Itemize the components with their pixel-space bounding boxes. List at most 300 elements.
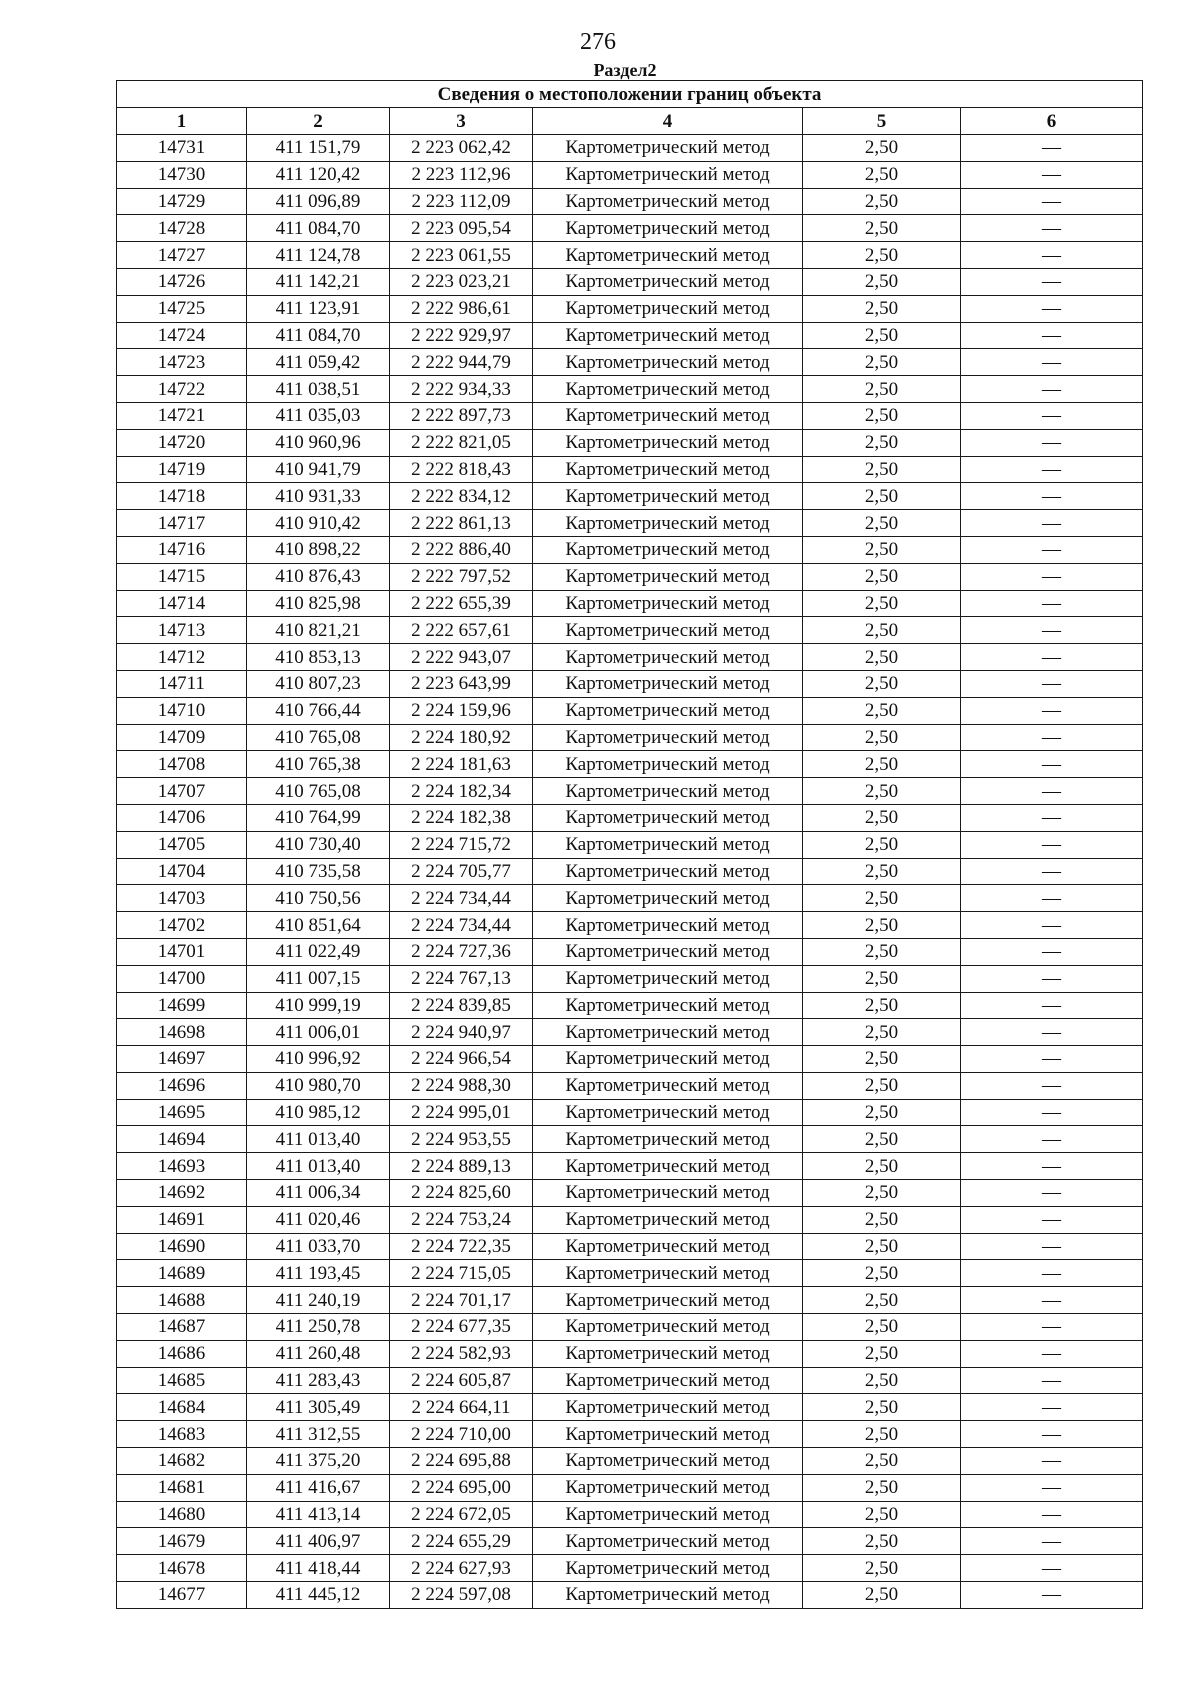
table-row: [117, 1180, 1143, 1207]
accuracy-cell: 2,50: [803, 376, 961, 403]
table-row: [117, 429, 1143, 456]
description-cell: —: [961, 1340, 1143, 1367]
x-coordinate-cell: 411 013,40: [247, 1153, 390, 1180]
description-cell: —: [961, 188, 1143, 215]
table-row: [117, 295, 1143, 322]
point-number-cell: 14679: [117, 1528, 247, 1555]
point-number-cell: 14725: [117, 295, 247, 322]
accuracy-cell: 2,50: [803, 1421, 961, 1448]
column-header-2: 2: [247, 108, 390, 135]
point-number-cell: 14731: [117, 135, 247, 162]
description-cell: —: [961, 376, 1143, 403]
method-cell: Картометрический метод: [533, 1233, 803, 1260]
method-cell: Картометрический метод: [533, 751, 803, 778]
accuracy-cell: 2,50: [803, 349, 961, 376]
accuracy-cell: 2,50: [803, 697, 961, 724]
accuracy-cell: 2,50: [803, 1367, 961, 1394]
method-cell: Картометрический метод: [533, 1287, 803, 1314]
table-row: [117, 751, 1143, 778]
y-coordinate-cell: 2 224 582,93: [390, 1340, 533, 1367]
y-coordinate-cell: 2 224 182,38: [390, 804, 533, 831]
method-cell: Картометрический метод: [533, 349, 803, 376]
x-coordinate-cell: 410 764,99: [247, 804, 390, 831]
point-number-cell: 14694: [117, 1126, 247, 1153]
method-cell: Картометрический метод: [533, 1314, 803, 1341]
description-cell: —: [961, 322, 1143, 349]
accuracy-cell: 2,50: [803, 483, 961, 510]
accuracy-cell: 2,50: [803, 1501, 961, 1528]
table-title-row: [117, 81, 1143, 108]
x-coordinate-cell: 411 013,40: [247, 1126, 390, 1153]
accuracy-cell: 2,50: [803, 965, 961, 992]
point-number-cell: 14730: [117, 161, 247, 188]
point-number-cell: 14715: [117, 563, 247, 590]
x-coordinate-cell: 411 007,15: [247, 965, 390, 992]
x-coordinate-cell: 410 821,21: [247, 617, 390, 644]
method-cell: Картометрический метод: [533, 456, 803, 483]
y-coordinate-cell: 2 223 061,55: [390, 242, 533, 269]
x-coordinate-cell: 410 750,56: [247, 885, 390, 912]
table-row: [117, 697, 1143, 724]
y-coordinate-cell: 2 222 886,40: [390, 536, 533, 563]
description-cell: —: [961, 483, 1143, 510]
method-cell: Картометрический метод: [533, 1474, 803, 1501]
point-number-cell: 14698: [117, 1019, 247, 1046]
point-number-cell: 14703: [117, 885, 247, 912]
accuracy-cell: 2,50: [803, 563, 961, 590]
method-cell: Картометрический метод: [533, 1046, 803, 1073]
point-number-cell: 14697: [117, 1046, 247, 1073]
point-number-cell: 14724: [117, 322, 247, 349]
point-number-cell: 14709: [117, 724, 247, 751]
x-coordinate-cell: 411 151,79: [247, 135, 390, 162]
accuracy-cell: 2,50: [803, 1046, 961, 1073]
description-cell: —: [961, 1126, 1143, 1153]
method-cell: Картометрический метод: [533, 215, 803, 242]
point-number-cell: 14693: [117, 1153, 247, 1180]
method-cell: Картометрический метод: [533, 188, 803, 215]
accuracy-cell: 2,50: [803, 1474, 961, 1501]
method-cell: Картометрический метод: [533, 1019, 803, 1046]
accuracy-cell: 2,50: [803, 1448, 961, 1475]
table-row: [117, 831, 1143, 858]
method-cell: Картометрический метод: [533, 644, 803, 671]
point-number-cell: 14688: [117, 1287, 247, 1314]
y-coordinate-cell: 2 224 727,36: [390, 938, 533, 965]
boundary-coordinates-table: [116, 80, 1143, 1609]
y-coordinate-cell: 2 224 182,34: [390, 778, 533, 805]
table-row: [117, 778, 1143, 805]
y-coordinate-cell: 2 222 657,61: [390, 617, 533, 644]
table-row: [117, 912, 1143, 939]
y-coordinate-cell: 2 222 944,79: [390, 349, 533, 376]
x-coordinate-cell: 410 825,98: [247, 590, 390, 617]
table-row: [117, 670, 1143, 697]
point-number-cell: 14726: [117, 268, 247, 295]
y-coordinate-cell: 2 224 664,11: [390, 1394, 533, 1421]
y-coordinate-cell: 2 222 821,05: [390, 429, 533, 456]
point-number-cell: 14716: [117, 536, 247, 563]
point-number-cell: 14719: [117, 456, 247, 483]
column-header-6: 6: [961, 108, 1143, 135]
y-coordinate-cell: 2 223 643,99: [390, 670, 533, 697]
point-number-cell: 14678: [117, 1555, 247, 1582]
table-row: [117, 376, 1143, 403]
method-cell: Картометрический метод: [533, 268, 803, 295]
table-row: [117, 1421, 1143, 1448]
method-cell: Картометрический метод: [533, 1340, 803, 1367]
x-coordinate-cell: 411 283,43: [247, 1367, 390, 1394]
description-cell: —: [961, 912, 1143, 939]
y-coordinate-cell: 2 224 180,92: [390, 724, 533, 751]
point-number-cell: 14695: [117, 1099, 247, 1126]
description-cell: —: [961, 992, 1143, 1019]
description-cell: —: [961, 135, 1143, 162]
y-coordinate-cell: 2 224 753,24: [390, 1206, 533, 1233]
x-coordinate-cell: 411 038,51: [247, 376, 390, 403]
accuracy-cell: 2,50: [803, 1233, 961, 1260]
y-coordinate-cell: 2 222 655,39: [390, 590, 533, 617]
x-coordinate-cell: 410 985,12: [247, 1099, 390, 1126]
accuracy-cell: 2,50: [803, 322, 961, 349]
x-coordinate-cell: 411 445,12: [247, 1582, 390, 1609]
description-cell: —: [961, 1046, 1143, 1073]
method-cell: Картометрический метод: [533, 885, 803, 912]
method-cell: Картометрический метод: [533, 1448, 803, 1475]
accuracy-cell: 2,50: [803, 644, 961, 671]
table-row: [117, 456, 1143, 483]
point-number-cell: 14681: [117, 1474, 247, 1501]
accuracy-cell: 2,50: [803, 268, 961, 295]
x-coordinate-cell: 411 142,21: [247, 268, 390, 295]
x-coordinate-cell: 411 418,44: [247, 1555, 390, 1582]
y-coordinate-cell: 2 223 112,96: [390, 161, 533, 188]
point-number-cell: 14687: [117, 1314, 247, 1341]
table-row: [117, 215, 1143, 242]
x-coordinate-cell: 411 406,97: [247, 1528, 390, 1555]
description-cell: —: [961, 1260, 1143, 1287]
table-title: Сведения о местоположении границ объекта: [117, 81, 1143, 108]
accuracy-cell: 2,50: [803, 1206, 961, 1233]
table-row: [117, 1126, 1143, 1153]
accuracy-cell: 2,50: [803, 617, 961, 644]
method-cell: Картометрический метод: [533, 402, 803, 429]
description-cell: —: [961, 697, 1143, 724]
y-coordinate-cell: 2 222 818,43: [390, 456, 533, 483]
x-coordinate-cell: 410 766,44: [247, 697, 390, 724]
accuracy-cell: 2,50: [803, 402, 961, 429]
description-cell: —: [961, 456, 1143, 483]
y-coordinate-cell: 2 224 715,72: [390, 831, 533, 858]
point-number-cell: 14717: [117, 510, 247, 537]
point-number-cell: 14713: [117, 617, 247, 644]
method-cell: Картометрический метод: [533, 242, 803, 269]
point-number-cell: 14682: [117, 1448, 247, 1475]
point-number-cell: 14700: [117, 965, 247, 992]
column-header-5: 5: [803, 108, 961, 135]
x-coordinate-cell: 411 006,34: [247, 1180, 390, 1207]
description-cell: —: [961, 1314, 1143, 1341]
method-cell: Картометрический метод: [533, 376, 803, 403]
table-row: [117, 1099, 1143, 1126]
table-row: [117, 1287, 1143, 1314]
description-cell: —: [961, 563, 1143, 590]
method-cell: Картометрический метод: [533, 1153, 803, 1180]
accuracy-cell: 2,50: [803, 831, 961, 858]
y-coordinate-cell: 2 224 767,13: [390, 965, 533, 992]
x-coordinate-cell: 410 910,42: [247, 510, 390, 537]
column-header-1: 1: [117, 108, 247, 135]
y-coordinate-cell: 2 224 734,44: [390, 912, 533, 939]
description-cell: —: [961, 1582, 1143, 1609]
x-coordinate-cell: 410 960,96: [247, 429, 390, 456]
y-coordinate-cell: 2 222 943,07: [390, 644, 533, 671]
x-coordinate-cell: 411 022,49: [247, 938, 390, 965]
table-row: [117, 135, 1143, 162]
x-coordinate-cell: 411 305,49: [247, 1394, 390, 1421]
y-coordinate-cell: 2 224 695,88: [390, 1448, 533, 1475]
point-number-cell: 14708: [117, 751, 247, 778]
method-cell: Картометрический метод: [533, 1394, 803, 1421]
point-number-cell: 14696: [117, 1072, 247, 1099]
x-coordinate-cell: 410 999,19: [247, 992, 390, 1019]
y-coordinate-cell: 2 223 023,21: [390, 268, 533, 295]
y-coordinate-cell: 2 223 062,42: [390, 135, 533, 162]
y-coordinate-cell: 2 224 889,13: [390, 1153, 533, 1180]
x-coordinate-cell: 411 250,78: [247, 1314, 390, 1341]
table-row: [117, 1394, 1143, 1421]
y-coordinate-cell: 2 224 181,63: [390, 751, 533, 778]
y-coordinate-cell: 2 224 605,87: [390, 1367, 533, 1394]
accuracy-cell: 2,50: [803, 885, 961, 912]
accuracy-cell: 2,50: [803, 1528, 961, 1555]
point-number-cell: 14707: [117, 778, 247, 805]
table-row: [117, 322, 1143, 349]
method-cell: Картометрический метод: [533, 965, 803, 992]
description-cell: —: [961, 965, 1143, 992]
table-row: [117, 563, 1143, 590]
table-row: [117, 349, 1143, 376]
description-cell: —: [961, 295, 1143, 322]
method-cell: Картометрический метод: [533, 536, 803, 563]
x-coordinate-cell: 411 059,42: [247, 349, 390, 376]
table-row: [117, 536, 1143, 563]
method-cell: Картометрический метод: [533, 510, 803, 537]
point-number-cell: 14690: [117, 1233, 247, 1260]
description-cell: —: [961, 670, 1143, 697]
description-cell: —: [961, 1528, 1143, 1555]
method-cell: Картометрический метод: [533, 1072, 803, 1099]
table-row: [117, 1448, 1143, 1475]
method-cell: Картометрический метод: [533, 1582, 803, 1609]
method-cell: Картометрический метод: [533, 912, 803, 939]
y-coordinate-cell: 2 222 929,97: [390, 322, 533, 349]
x-coordinate-cell: 411 375,20: [247, 1448, 390, 1475]
y-coordinate-cell: 2 224 715,05: [390, 1260, 533, 1287]
accuracy-cell: 2,50: [803, 1394, 961, 1421]
method-cell: Картометрический метод: [533, 804, 803, 831]
method-cell: Картометрический метод: [533, 1180, 803, 1207]
description-cell: —: [961, 215, 1143, 242]
accuracy-cell: 2,50: [803, 1287, 961, 1314]
description-cell: —: [961, 1394, 1143, 1421]
section-heading: Раздел2: [593, 60, 657, 80]
accuracy-cell: 2,50: [803, 1340, 961, 1367]
x-coordinate-cell: 411 240,19: [247, 1287, 390, 1314]
x-coordinate-cell: 411 416,67: [247, 1474, 390, 1501]
accuracy-cell: 2,50: [803, 510, 961, 537]
method-cell: Картометрический метод: [533, 1099, 803, 1126]
description-cell: —: [961, 402, 1143, 429]
table-row: [117, 1340, 1143, 1367]
y-coordinate-cell: 2 224 995,01: [390, 1099, 533, 1126]
method-cell: Картометрический метод: [533, 1555, 803, 1582]
table-row: [117, 1528, 1143, 1555]
description-cell: —: [961, 1501, 1143, 1528]
description-cell: —: [961, 536, 1143, 563]
x-coordinate-cell: 410 853,13: [247, 644, 390, 671]
description-cell: —: [961, 161, 1143, 188]
description-cell: —: [961, 1448, 1143, 1475]
x-coordinate-cell: 411 413,14: [247, 1501, 390, 1528]
table-row: [117, 965, 1143, 992]
point-number-cell: 14712: [117, 644, 247, 671]
description-cell: —: [961, 831, 1143, 858]
table-row: [117, 1233, 1143, 1260]
table-row: [117, 1555, 1143, 1582]
method-cell: Картометрический метод: [533, 135, 803, 162]
x-coordinate-cell: 410 876,43: [247, 563, 390, 590]
y-coordinate-cell: 2 222 897,73: [390, 402, 533, 429]
method-cell: Картометрический метод: [533, 1367, 803, 1394]
table-row: [117, 644, 1143, 671]
point-number-cell: 14684: [117, 1394, 247, 1421]
table-row: [117, 188, 1143, 215]
y-coordinate-cell: 2 224 695,00: [390, 1474, 533, 1501]
y-coordinate-cell: 2 224 722,35: [390, 1233, 533, 1260]
accuracy-cell: 2,50: [803, 724, 961, 751]
y-coordinate-cell: 2 222 861,13: [390, 510, 533, 537]
accuracy-cell: 2,50: [803, 215, 961, 242]
accuracy-cell: 2,50: [803, 536, 961, 563]
point-number-cell: 14683: [117, 1421, 247, 1448]
description-cell: —: [961, 1555, 1143, 1582]
point-number-cell: 14680: [117, 1501, 247, 1528]
y-coordinate-cell: 2 224 825,60: [390, 1180, 533, 1207]
accuracy-cell: 2,50: [803, 912, 961, 939]
accuracy-cell: 2,50: [803, 456, 961, 483]
point-number-cell: 14729: [117, 188, 247, 215]
x-coordinate-cell: 411 006,01: [247, 1019, 390, 1046]
x-coordinate-cell: 410 931,33: [247, 483, 390, 510]
table-row: [117, 590, 1143, 617]
table-row: [117, 483, 1143, 510]
method-cell: Картометрический метод: [533, 992, 803, 1019]
accuracy-cell: 2,50: [803, 242, 961, 269]
accuracy-cell: 2,50: [803, 1314, 961, 1341]
point-number-cell: 14704: [117, 858, 247, 885]
description-cell: —: [961, 429, 1143, 456]
description-cell: —: [961, 510, 1143, 537]
accuracy-cell: 2,50: [803, 1072, 961, 1099]
x-coordinate-cell: 411 193,45: [247, 1260, 390, 1287]
description-cell: —: [961, 1367, 1143, 1394]
table-row: [117, 804, 1143, 831]
x-coordinate-cell: 410 807,23: [247, 670, 390, 697]
method-cell: Картометрический метод: [533, 724, 803, 751]
description-cell: —: [961, 1474, 1143, 1501]
accuracy-cell: 2,50: [803, 992, 961, 1019]
description-cell: —: [961, 938, 1143, 965]
x-coordinate-cell: 410 765,08: [247, 778, 390, 805]
method-cell: Картометрический метод: [533, 1126, 803, 1153]
x-coordinate-cell: 411 084,70: [247, 322, 390, 349]
x-coordinate-cell: 411 120,42: [247, 161, 390, 188]
y-coordinate-cell: 2 224 627,93: [390, 1555, 533, 1582]
description-cell: —: [961, 349, 1143, 376]
table-row: [117, 1260, 1143, 1287]
x-coordinate-cell: 410 730,40: [247, 831, 390, 858]
table-row: [117, 242, 1143, 269]
accuracy-cell: 2,50: [803, 161, 961, 188]
method-cell: Картометрический метод: [533, 831, 803, 858]
description-cell: —: [961, 1206, 1143, 1233]
accuracy-cell: 2,50: [803, 778, 961, 805]
description-cell: —: [961, 1019, 1143, 1046]
point-number-cell: 14677: [117, 1582, 247, 1609]
description-cell: —: [961, 804, 1143, 831]
y-coordinate-cell: 2 224 701,17: [390, 1287, 533, 1314]
point-number-cell: 14710: [117, 697, 247, 724]
description-cell: —: [961, 1233, 1143, 1260]
method-cell: Картометрический метод: [533, 295, 803, 322]
method-cell: Картометрический метод: [533, 483, 803, 510]
description-cell: —: [961, 885, 1143, 912]
x-coordinate-cell: 410 996,92: [247, 1046, 390, 1073]
table-row: [117, 724, 1143, 751]
x-coordinate-cell: 410 941,79: [247, 456, 390, 483]
description-cell: —: [961, 778, 1143, 805]
y-coordinate-cell: 2 222 934,33: [390, 376, 533, 403]
point-number-cell: 14689: [117, 1260, 247, 1287]
description-cell: —: [961, 1287, 1143, 1314]
accuracy-cell: 2,50: [803, 670, 961, 697]
x-coordinate-cell: 411 020,46: [247, 1206, 390, 1233]
y-coordinate-cell: 2 224 655,29: [390, 1528, 533, 1555]
point-number-cell: 14718: [117, 483, 247, 510]
point-number-cell: 14691: [117, 1206, 247, 1233]
y-coordinate-cell: 2 222 986,61: [390, 295, 533, 322]
method-cell: Картометрический метод: [533, 670, 803, 697]
accuracy-cell: 2,50: [803, 1126, 961, 1153]
accuracy-cell: 2,50: [803, 429, 961, 456]
table-row: [117, 161, 1143, 188]
method-cell: Картометрический метод: [533, 1528, 803, 1555]
y-coordinate-cell: 2 222 797,52: [390, 563, 533, 590]
table-row: [117, 1153, 1143, 1180]
point-number-cell: 14711: [117, 670, 247, 697]
point-number-cell: 14728: [117, 215, 247, 242]
table-row: [117, 885, 1143, 912]
method-cell: Картометрический метод: [533, 858, 803, 885]
accuracy-cell: 2,50: [803, 1180, 961, 1207]
x-coordinate-cell: 411 096,89: [247, 188, 390, 215]
description-cell: —: [961, 268, 1143, 295]
method-cell: Картометрический метод: [533, 1421, 803, 1448]
accuracy-cell: 2,50: [803, 1153, 961, 1180]
point-number-cell: 14685: [117, 1367, 247, 1394]
y-coordinate-cell: 2 224 705,77: [390, 858, 533, 885]
